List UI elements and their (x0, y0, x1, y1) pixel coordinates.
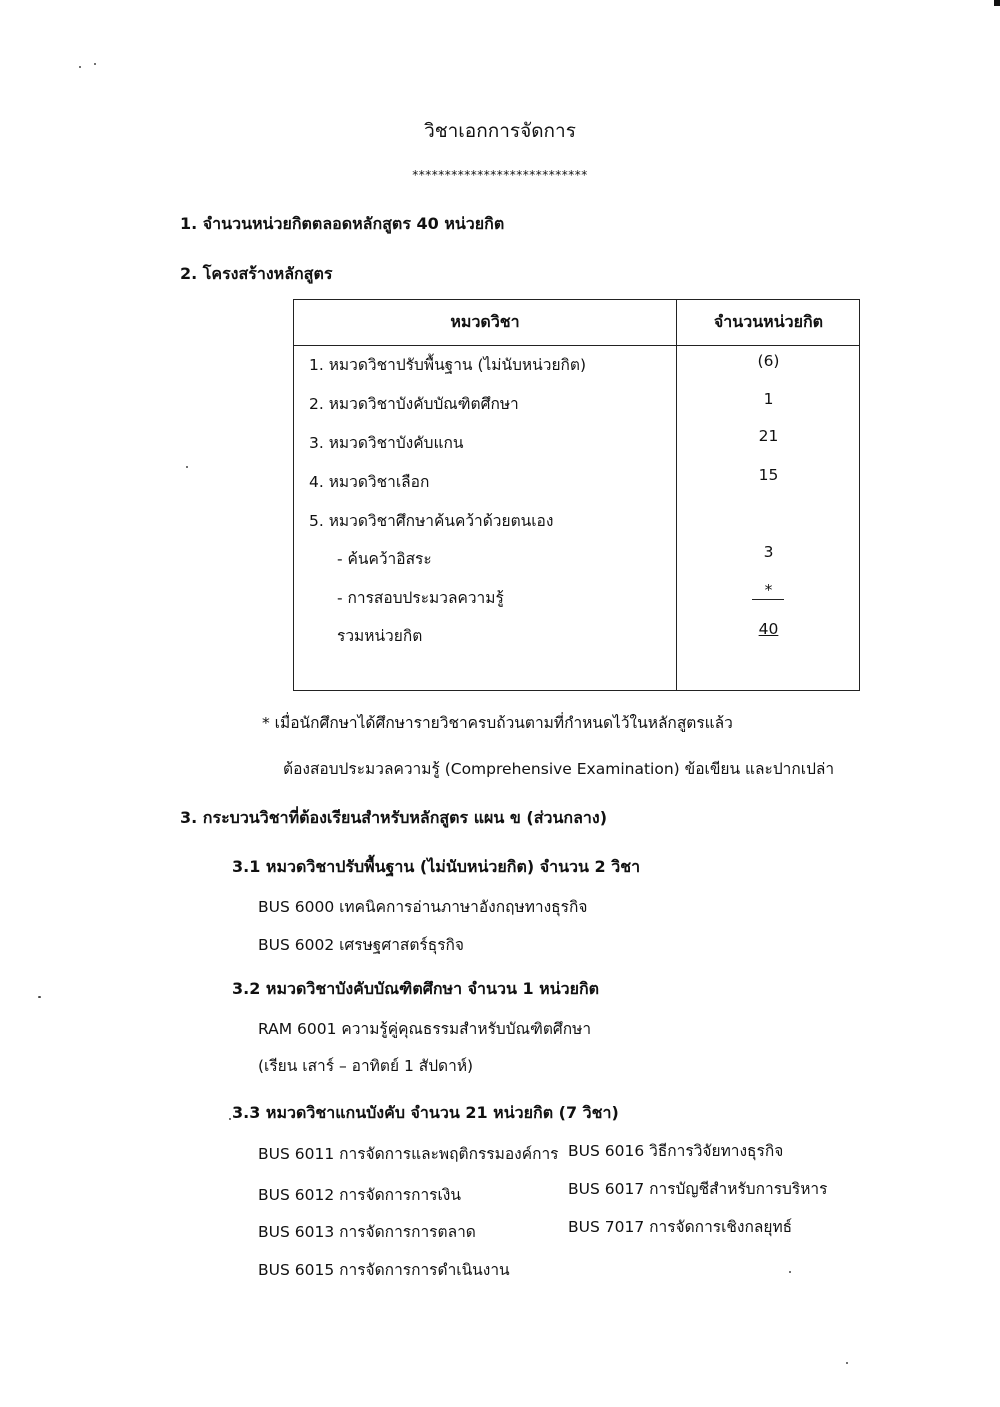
scan-speck (94, 63, 96, 65)
table-header-credits: จำนวนหน่วยกิต (713, 312, 824, 331)
section-3-3-heading: 3.3 หมวดวิชาแกนบังคับ จำนวน 21 หน่วยกิต (7 วิชา) (232, 1103, 619, 1122)
page-title: วิชาเอกการจัดการ (424, 120, 576, 142)
table-row-credits: 21 (758, 427, 779, 445)
credits-table (293, 299, 860, 691)
table-row-label: 3. หมวดวิชาบังคับแกน (309, 434, 464, 452)
table-row-label: - การสอบประมวลความรู้ (337, 589, 504, 607)
title-separator: *************************** (412, 168, 588, 182)
table-row-label: 2. หมวดวิชาบังคับบัณฑิตศึกษา (309, 395, 519, 413)
footnote-line-2: ต้องสอบประมวลความรู้ (Comprehensive Examination) ข้อเขียน และปากเปล่า (283, 760, 835, 778)
section-3-1-heading: 3.1 หมวดวิชาปรับพื้นฐาน (ไม่นับหน่วยกิต) จำนวน 2 วิชา (232, 857, 641, 876)
scan-speck (79, 66, 81, 68)
table-row-credits: 3 (763, 543, 774, 561)
scan-speck (229, 1118, 231, 1120)
course-line: BUS 6012 การจัดการการเงิน (258, 1186, 461, 1204)
table-total-credits: 40 (758, 620, 779, 638)
table-row-credits: 1 (763, 390, 774, 408)
table-row-credits: 15 (758, 466, 779, 484)
course-line: BUS 6015 การจัดการการดำเนินงาน (258, 1261, 510, 1279)
course-line: BUS 6011 การจัดการและพฤติกรรมองค์การ (258, 1145, 559, 1163)
scan-corner-mark (994, 0, 1000, 6)
sum-underline (752, 599, 784, 600)
table-row-credits: (6) (757, 352, 780, 370)
table-row-label: 5. หมวดวิชาศึกษาค้นคว้าด้วยตนเอง (309, 512, 554, 530)
table-header-divider (294, 345, 859, 346)
course-line: BUS 6016 วิธีการวิจัยทางธุรกิจ (568, 1142, 784, 1160)
course-line: BUS 6017 การบัญชีสำหรับการบริหาร (568, 1180, 828, 1198)
course-line: BUS 6000 เทคนิคการอ่านภาษาอังกฤษทางธุรกิจ (258, 898, 588, 916)
table-row-label: 4. หมวดวิชาเลือก (309, 473, 430, 491)
table-header-category: หมวดวิชา (450, 312, 520, 331)
table-row-label: 1. หมวดวิชาปรับพื้นฐาน (ไม่นับหน่วยกิต) (309, 356, 587, 374)
scan-speck (846, 1362, 848, 1364)
scan-speck (186, 466, 188, 468)
item-total-credits: 1. จำนวนหน่วยกิตตลอดหลักสูตร 40 หน่วยกิต (180, 214, 505, 233)
footnote-line-1: * เมื่อนักศึกษาได้ศึกษารายวิชาครบถ้วนตามที่กำหนดไว้ในหลักสูตรแล้ว (262, 714, 733, 732)
item-course-list: 3. กระบวนวิชาที่ต้องเรียนสำหรับหลักสูตร แผน ข (ส่วนกลาง) (180, 808, 608, 827)
section-3-2-heading: 3.2 หมวดวิชาบังคับบัณฑิตศึกษา จำนวน 1 หน่วยกิต (232, 979, 600, 998)
schedule-note: (เรียน เสาร์ – อาทิตย์ 1 สัปดาห์) (258, 1057, 474, 1075)
item-curriculum-structure: 2. โครงสร้างหลักสูตร (180, 264, 333, 283)
table-row-credits: * (764, 581, 773, 599)
course-line: BUS 6013 การจัดการการตลาด (258, 1223, 476, 1241)
table-total-label: รวมหน่วยกิต (337, 627, 423, 645)
table-row-label: - ค้นคว้าอิสระ (337, 550, 432, 568)
course-line: BUS 7017 การจัดการเชิงกลยุทธ์ (568, 1218, 793, 1236)
course-line: BUS 6002 เศรษฐศาสตร์ธุรกิจ (258, 936, 464, 954)
scan-speck (38, 996, 41, 998)
course-line: RAM 6001 ความรู้คู่คุณธรรมสำหรับบัณฑิตศึกษา (258, 1020, 592, 1038)
scan-speck (789, 1271, 791, 1273)
